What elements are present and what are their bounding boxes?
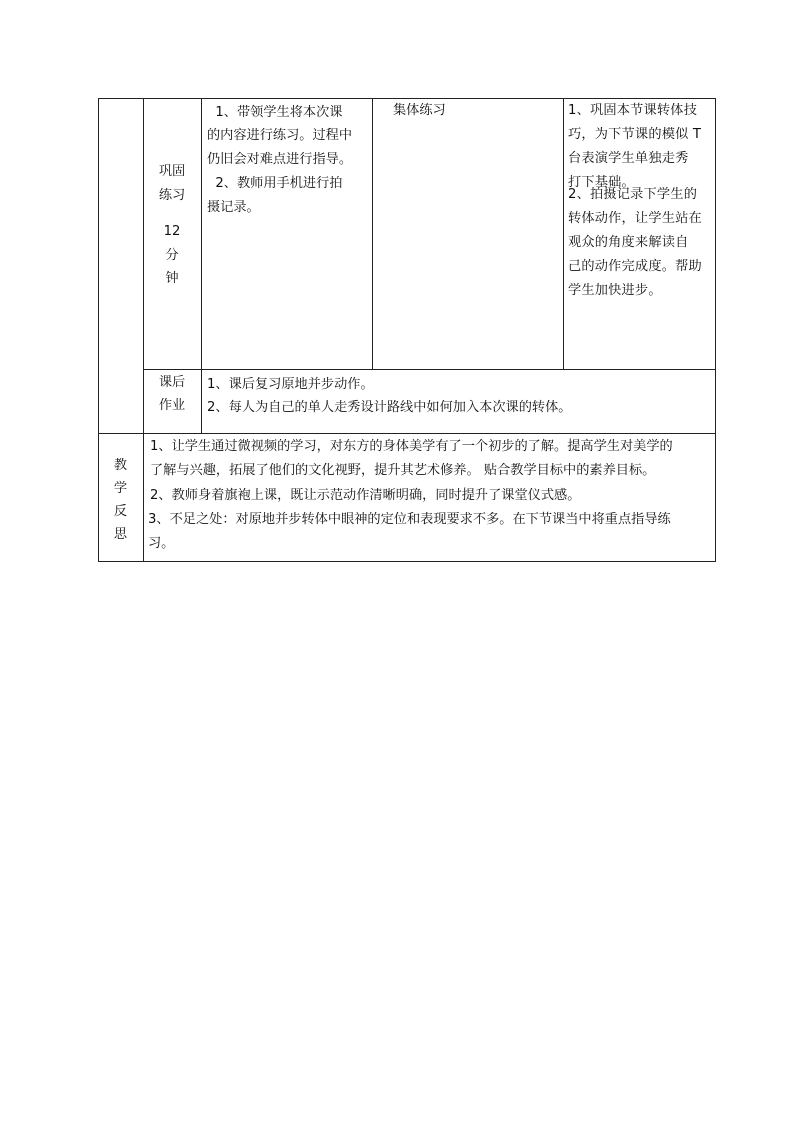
- purpose-line: 学生加快进步。: [568, 283, 662, 298]
- reflection-line: 习。: [148, 536, 175, 551]
- content-divider: [201, 98, 202, 434]
- homework-label-line2: 作业: [158, 398, 186, 413]
- reflection-label-char: 思: [113, 527, 128, 542]
- reflection-line: 3、不足之处：对原地并步转体中眼神的定位和表现要求不多。在下节课当中将重点指导练: [148, 512, 671, 527]
- reflection-label-char: 教: [113, 458, 128, 473]
- section-label-line1: 巩固: [158, 164, 186, 179]
- purpose-line: 2、拍摄记录下学生的: [568, 187, 698, 202]
- section-time-unit-line2: 钟: [165, 271, 179, 286]
- reflection-line: 1、让学生通过微视频的学习，对东方的身体美学有了一个初步的了解。提高学生对美学的: [150, 439, 673, 454]
- purpose-line: 打下基础。: [568, 175, 635, 190]
- purpose-line: 巧，为下节课的模似 T: [568, 127, 702, 142]
- purpose-line: 观众的角度来解读自: [568, 235, 689, 250]
- section-time-unit-line1: 分: [165, 248, 179, 263]
- homework-line: 1、课后复习原地并步动作。: [207, 377, 374, 392]
- purpose-line: 转体动作，让学生站在: [568, 211, 702, 226]
- organization-divider: [372, 98, 373, 369]
- homework-top-border: [143, 369, 716, 370]
- section-label-line2: 练习: [158, 188, 186, 203]
- reflection-label-char: 反: [113, 504, 128, 519]
- purpose-line: 台表演学生单独走秀: [568, 151, 689, 166]
- table-right-border: [715, 98, 716, 562]
- reflection-top-border: [98, 433, 716, 434]
- content-line: 摄记录。: [207, 200, 260, 215]
- section-time-value: 12: [163, 224, 181, 239]
- homework-line: 2、每人为自己的单人走秀设计路线中如何加入本次课的转体。: [207, 400, 572, 415]
- purpose-divider: [563, 98, 564, 369]
- purpose-line: 1、巩固本节课转体技: [568, 103, 698, 118]
- organization-text: 集体练习: [393, 103, 446, 118]
- content-line: 1、带领学生将本次课: [207, 105, 343, 120]
- reflection-line: 2、教师身着旗袍上课，既让示范动作清晰明确，同时提升了课堂仪式感。: [150, 488, 581, 503]
- content-line: 2、教师用手机进行拍: [207, 176, 343, 191]
- content-line: 仍旧会对难点进行指导。: [207, 152, 353, 167]
- reflection-line: 了解与兴趣，拓展了他们的文化视野，提升其艺术修养。 贴合教学目标中的素养目标。: [150, 463, 656, 478]
- purpose-line: 己的动作完成度。帮助: [568, 259, 702, 274]
- reflection-label-char: 学: [113, 481, 128, 496]
- homework-label-line1: 课后: [158, 375, 186, 390]
- content-line: 的内容进行练习。过程中: [207, 128, 353, 143]
- table-bottom-border: [98, 561, 716, 562]
